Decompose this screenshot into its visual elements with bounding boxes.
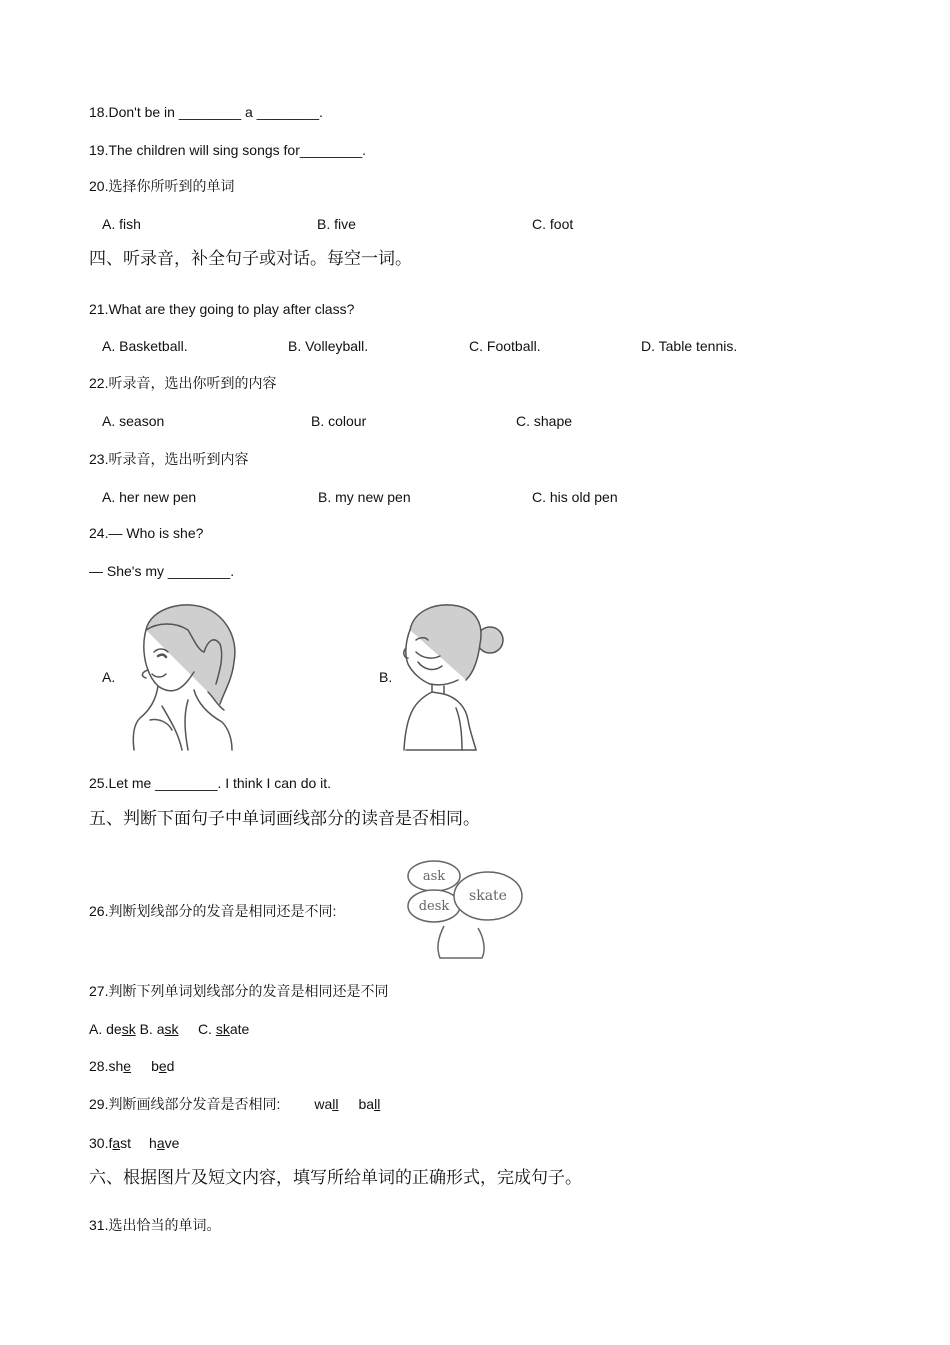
q28-word2-underlined: e	[158, 1058, 167, 1074]
bubble-word-ask: ask	[422, 869, 446, 884]
question-21: 21.What are they going to play after class?	[89, 301, 355, 317]
question-31: 31.选出恰当的单词。	[89, 1217, 221, 1233]
q30-word1-prefix: f	[108, 1135, 113, 1151]
bubble-word-desk: desk	[418, 899, 450, 914]
section-6-heading: 六、根据图片及短文内容，填写所给单词的正确形式，完成句子。	[89, 1168, 582, 1188]
question-30	[89, 1134, 179, 1152]
old-woman-picture	[396, 600, 508, 752]
question-20: 20.选择你所听到的单词	[89, 178, 235, 194]
q30-word1-underlined: a	[112, 1135, 121, 1151]
q30-word2-prefix: h	[149, 1135, 157, 1151]
q21-option-c: C. Football.	[469, 338, 541, 354]
question-18: 18.Don't be in ________ a ________.	[89, 104, 323, 120]
q29-word1-prefix: wa	[314, 1096, 333, 1112]
q22-option-a: A. season	[102, 413, 165, 429]
q23-option-a: A. her new pen	[102, 489, 197, 505]
q27-options	[89, 1020, 249, 1038]
q30-number: 30.	[89, 1135, 109, 1151]
q21-option-d: D. Table tennis.	[641, 338, 738, 354]
question-25: 25.Let me ________. I think I can do it.	[89, 775, 332, 791]
question-22: 22.听录音，选出你听到的内容	[89, 375, 277, 391]
q27-c-suffix: ate	[229, 1021, 250, 1037]
q30-word2-underlined: a	[156, 1135, 165, 1151]
q24-option-b: B.	[379, 669, 393, 685]
question-27: 27.判断下列单词划线部分的发音是相同还是不同	[89, 983, 389, 999]
q27-a-underlined: sk	[121, 1021, 136, 1037]
question-24-answer-line: — She's my ________.	[89, 563, 235, 579]
question-26: 26.判断划线部分的发音是相同还是不同:	[89, 903, 337, 919]
q28-word2-suffix: d	[166, 1058, 175, 1074]
section-4-heading: 四、听录音，补全句子或对话。每空一词。	[89, 249, 412, 269]
q27-b-underlined: sk	[164, 1021, 179, 1037]
word-bubbles-picture	[404, 858, 524, 960]
q30-word1-suffix: st	[120, 1135, 132, 1151]
q22-option-b: B. colour	[311, 413, 367, 429]
q20-option-b: B. five	[317, 216, 356, 232]
q28-word1-prefix: sh	[108, 1058, 124, 1074]
bubble-word-skate: skate	[469, 888, 507, 904]
q23-option-c: C. his old pen	[532, 489, 618, 505]
question-24: 24.— Who is she?	[89, 525, 204, 541]
q23-option-b: B. my new pen	[318, 489, 411, 505]
q22-option-c: C. shape	[516, 413, 573, 429]
q20-option-a: A. fish	[102, 216, 141, 232]
q27-c-prefix: C.	[178, 1021, 216, 1037]
q27-a-prefix: A. de	[89, 1021, 122, 1037]
q29-word2-prefix: ba	[358, 1096, 375, 1112]
q27-c-underlined: sk	[215, 1021, 230, 1037]
q29-word1-underlined: ll	[332, 1096, 339, 1112]
q21-option-a: A. Basketball.	[102, 338, 188, 354]
q27-b-prefix: B. a	[135, 1021, 165, 1037]
q29-text: 29.判断画线部分发音是否相同:	[89, 1096, 281, 1112]
q28-word2-prefix: b	[151, 1058, 159, 1074]
q24-option-a: A.	[102, 669, 116, 685]
young-woman-picture	[128, 600, 243, 752]
question-23: 23.听录音，选出听到内容	[89, 451, 249, 467]
q20-option-c: C. foot	[532, 216, 574, 232]
section-5-heading: 五、判断下面句子中单词画线部分的读音是否相同。	[89, 809, 480, 829]
q30-word2-suffix: ve	[164, 1135, 180, 1151]
q29-word2-underlined: ll	[374, 1096, 381, 1112]
q21-option-b: B. Volleyball.	[288, 338, 369, 354]
q28-number: 28.	[89, 1058, 109, 1074]
question-19: 19.The children will sing songs for________.	[89, 142, 367, 158]
question-29	[89, 1095, 380, 1113]
q28-word1-underlined: e	[123, 1058, 132, 1074]
question-28	[89, 1057, 174, 1075]
